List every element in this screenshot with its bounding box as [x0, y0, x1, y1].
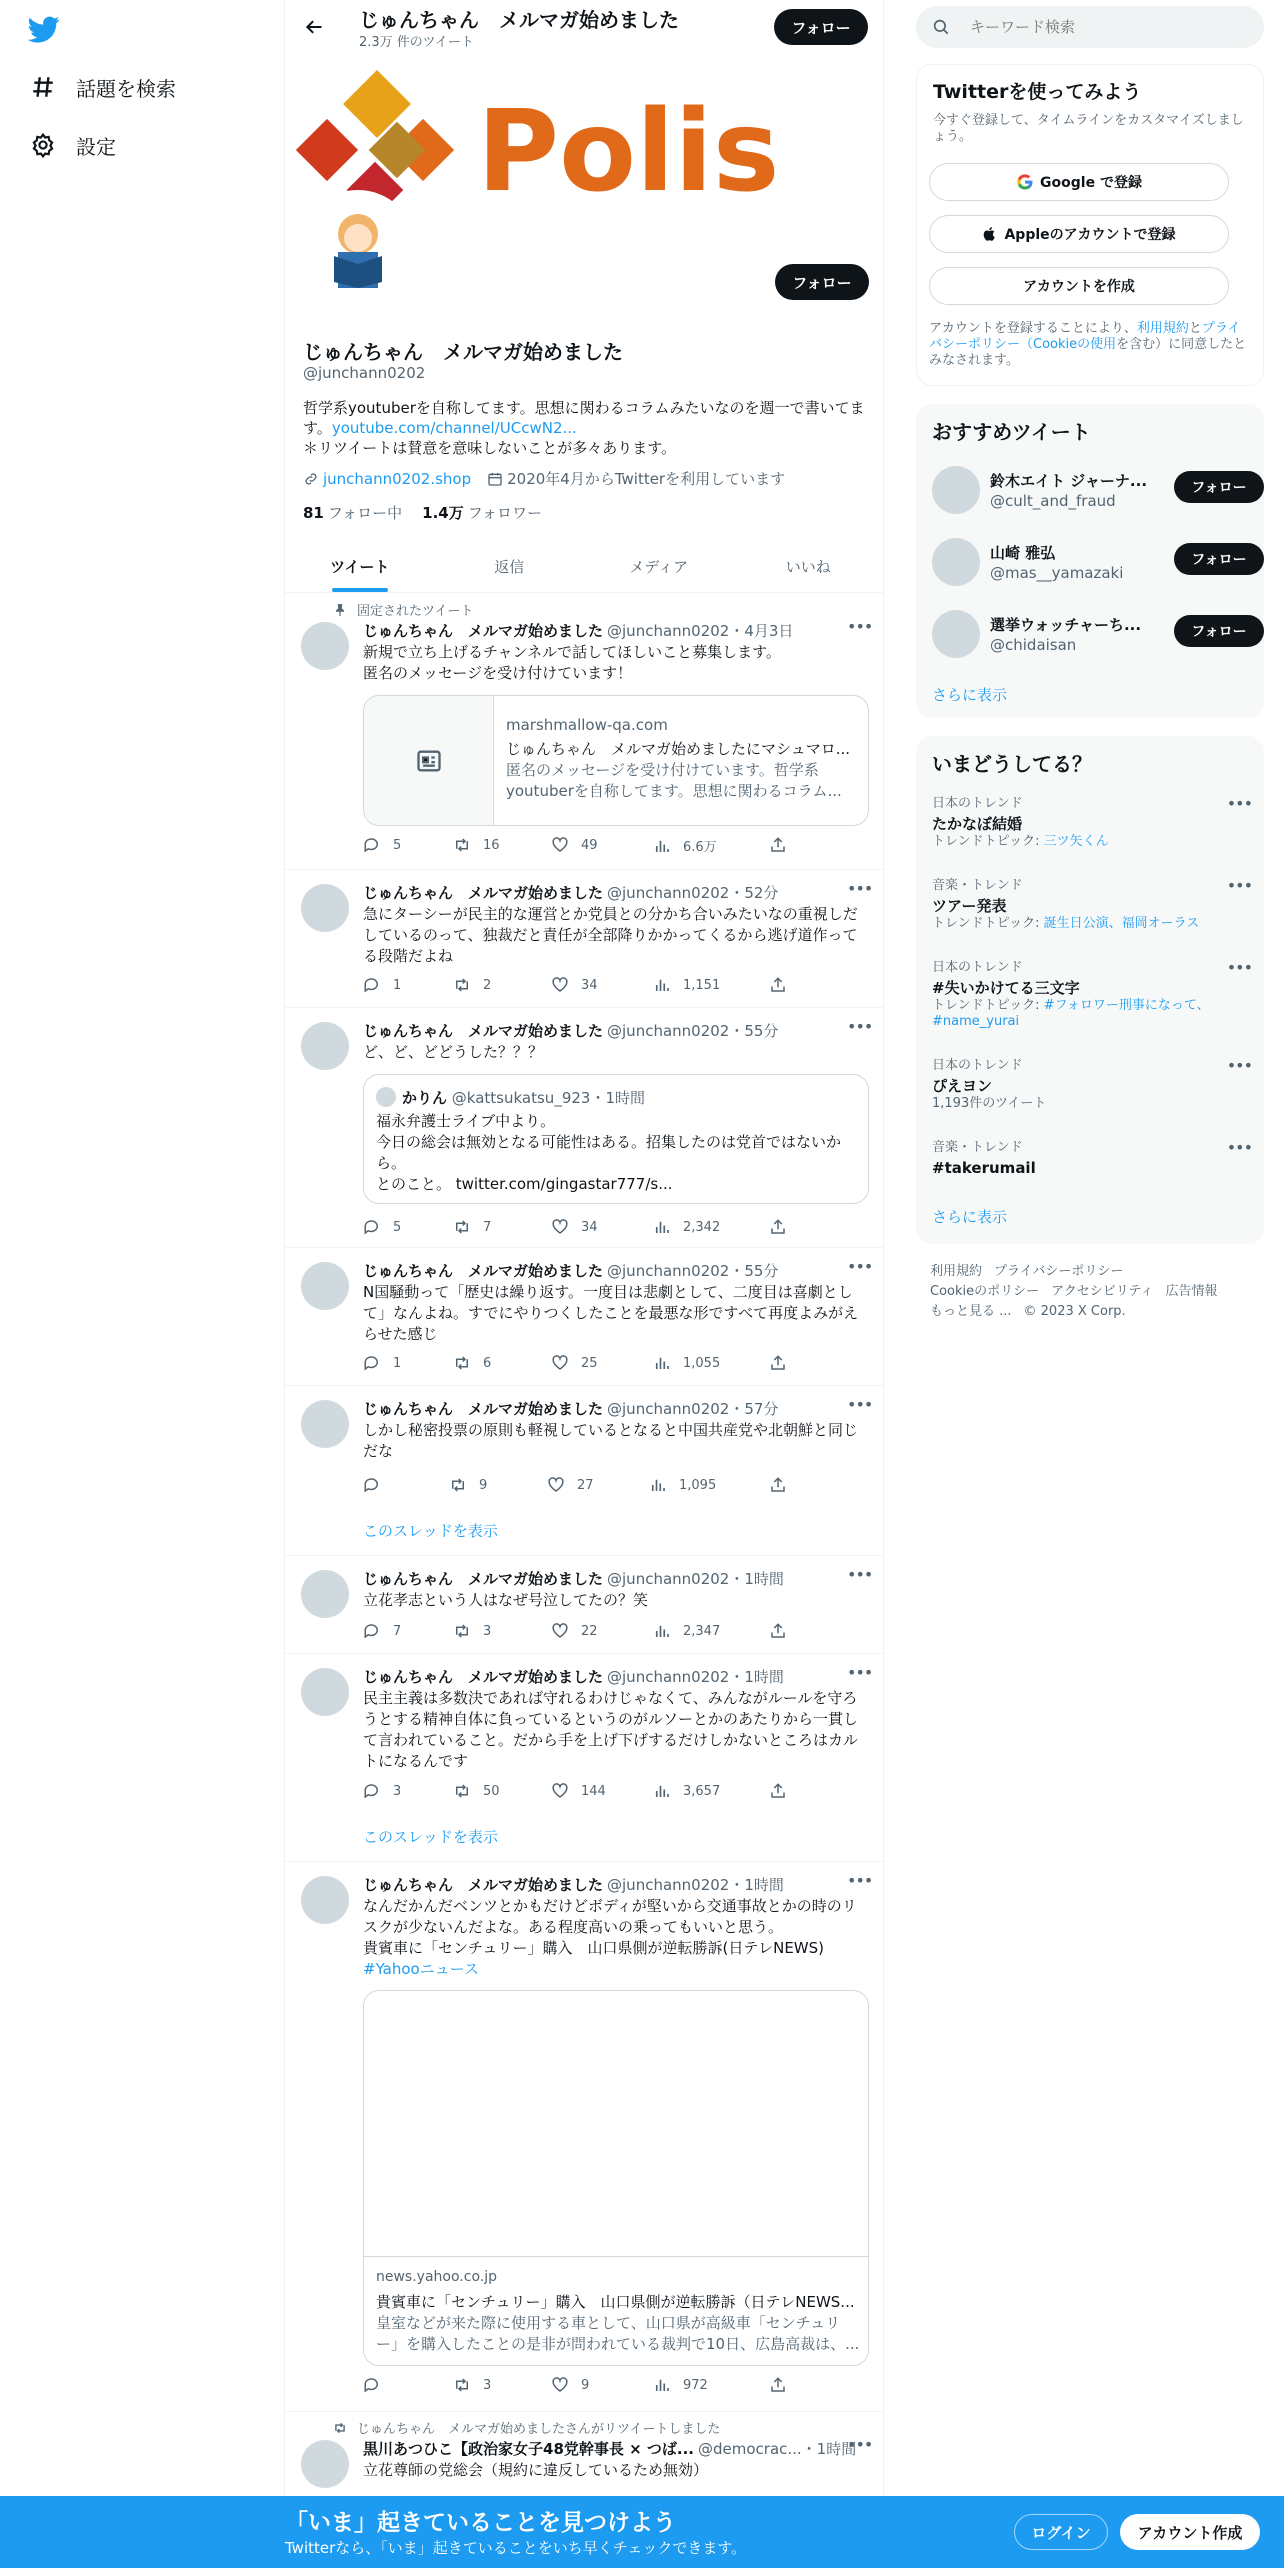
- views-icon: [653, 1218, 671, 1236]
- tweet-actions: [363, 1622, 803, 1644]
- bio-text: 哲学系youtuberを自称してます。思想に関わるコラムみたいなのを週一で書いてます。: [303, 399, 865, 437]
- views-button[interactable]: 1,151: [653, 976, 720, 994]
- profile-name: じゅんちゃん メルマガ始めました: [303, 340, 623, 364]
- reply-button[interactable]: 1: [363, 1354, 401, 1372]
- followers-link[interactable]: 1.4万 フォロワー: [422, 504, 542, 522]
- apple-icon: [982, 226, 998, 242]
- tweet-retweeted[interactable]: [285, 2412, 883, 2500]
- card-image: [364, 1991, 868, 2257]
- profile-joined: 2020年4月からTwitterを利用しています: [507, 470, 786, 488]
- reply-icon: [363, 1476, 381, 1494]
- tweet-header: じゅんちゃん メルマガ始めました @junchann0202・1時間: [363, 1570, 784, 1588]
- tweet[interactable]: [285, 1654, 883, 1862]
- search-icon: [932, 18, 950, 36]
- hashtag-link[interactable]: #Yahooニュース: [363, 1960, 479, 1978]
- tweet[interactable]: [285, 1248, 883, 1386]
- signup-panel: [916, 64, 1264, 386]
- share-icon: [769, 2376, 787, 2394]
- tweet-actions: [363, 836, 803, 858]
- trend-item[interactable]: 日本のトレンド ぴえヨン 1,193件のツイート •••: [932, 1056, 1252, 1111]
- calendar-icon: [487, 471, 503, 487]
- tab-replies[interactable]: 返信: [494, 557, 525, 576]
- tweet-actions: [363, 976, 803, 998]
- views-icon: [653, 1354, 671, 1372]
- views-icon: [653, 1622, 671, 1640]
- rec-follow-button[interactable]: フォロー: [1174, 615, 1264, 647]
- card-domain: marshmallow-qa.com: [506, 716, 668, 734]
- share-button[interactable]: [769, 976, 799, 994]
- nav-explore-label: 話題を検索: [76, 76, 176, 101]
- bottom-signup-bar: [0, 2496, 1284, 2568]
- views-button[interactable]: 3,657: [653, 1782, 720, 1800]
- tweet[interactable]: [285, 1862, 883, 2412]
- trend-item[interactable]: 日本のトレンド たかなぼ結婚 トレンドトピック: 三ツ矢くん •••: [932, 794, 1252, 849]
- search-input[interactable]: [970, 18, 1230, 36]
- tweet-text: なんだかんだベンツとかもだけどボディが堅いから交通事故とかの時のリスクが少ないんだよな。ある程度高いの乗ってもいいと思う。 貴賓車に「センチュリー」購入 山口県側が逆転勝訴(日テレNEWS): [363, 1897, 857, 1957]
- avatar[interactable]: [301, 1400, 349, 1448]
- tweet-header: じゅんちゃん メルマガ始めました @junchann0202・4月3日: [363, 622, 794, 640]
- reply-button[interactable]: 5: [363, 1218, 401, 1236]
- footer-terms[interactable]: 利用規約: [930, 1264, 983, 1279]
- signup-button[interactable]: アカウント作成: [1120, 2514, 1260, 2550]
- bottom-title: 「いま」起きていることを見つけよう: [285, 2510, 676, 2536]
- share-icon: [769, 1622, 787, 1640]
- reply-button[interactable]: [363, 1476, 393, 1494]
- login-button[interactable]: ログイン: [1014, 2514, 1108, 2550]
- tweet-actions: [363, 1782, 803, 1804]
- back-arrow-icon[interactable]: [299, 12, 329, 42]
- show-thread-link[interactable]: このスレッドを表示: [363, 1828, 498, 1846]
- trend-item[interactable]: 音楽・トレンド #takerumail •••: [932, 1138, 1252, 1177]
- rec-user[interactable]: 鈴木エイト ジャーナ... @cult_and_fraud フォロー: [932, 460, 1252, 516]
- reply-icon: [363, 2376, 381, 2394]
- rec-user[interactable]: 山崎 雅弘 @mas__yamazaki フォロー: [932, 532, 1252, 588]
- tweet-header: じゅんちゃん メルマガ始めました @junchann0202・52分: [363, 884, 779, 902]
- like-button[interactable]: 34: [551, 1218, 598, 1236]
- reply-icon: [363, 1782, 381, 1800]
- twitter-logo-icon[interactable]: [28, 13, 60, 45]
- tweet-header: じゅんちゃん メルマガ始めました @junchann0202・55分: [363, 1022, 779, 1040]
- share-button[interactable]: [769, 1354, 799, 1372]
- tweet-actions: [363, 1354, 803, 1376]
- profile-follow-button[interactable]: フォロー: [775, 264, 869, 300]
- views-icon: [653, 1782, 671, 1800]
- tweet-header: じゅんちゃん メルマガ始めました @junchann0202・1時間: [363, 1876, 784, 1894]
- bottom-subtitle: Twitterなら、「いま」起きていることをいち早くチェックできます。: [285, 2539, 747, 2557]
- retweet-button[interactable]: 2: [453, 976, 491, 994]
- more-icon[interactable]: •••: [847, 1017, 873, 1036]
- avatar[interactable]: [301, 1876, 349, 1924]
- views-icon: [653, 976, 671, 994]
- views-button[interactable]: 6.6万: [653, 836, 717, 855]
- avatar[interactable]: [301, 1668, 349, 1716]
- nav-settings-label: 設定: [76, 134, 116, 159]
- bio-youtube-link[interactable]: youtube.com/channel/UCcwN2...: [331, 419, 577, 437]
- pin-icon: [333, 603, 347, 617]
- tweet[interactable]: [285, 870, 883, 1008]
- rec-follow-button[interactable]: フォロー: [1174, 543, 1264, 575]
- terms-link[interactable]: 利用規約: [1136, 321, 1189, 336]
- card-desc: 匿名のメッセージを受け付けています。哲学系youtuberを自称してます。思想に関わるコラム...: [506, 761, 842, 800]
- gear-icon: [28, 130, 58, 160]
- views-icon: [649, 1476, 667, 1494]
- tweet-header: 黒川あつひこ【政治家女子48党幹事長 × つば... @democrac...・1時間: [363, 2440, 857, 2458]
- footer-links: [930, 1262, 1250, 1322]
- tweet-text: 急にターシーが民主的な運営とか党員との分かち合いみたいなの重視しだしているのって、独裁だと責任が全部降りかかってくるから逃げ道作ってる段階だよね: [363, 905, 858, 965]
- signup-subtitle: 今すぐ登録して、タイムラインをカスタマイズしましょう。: [933, 113, 1244, 144]
- recs-title: おすすめツイート: [932, 420, 1091, 444]
- more-icon[interactable]: •••: [847, 2435, 873, 2454]
- retweet-icon: [333, 2421, 347, 2435]
- retweet-icon: [453, 976, 471, 994]
- retweet-button[interactable]: 3: [453, 2376, 491, 2394]
- reply-button[interactable]: 5: [363, 836, 401, 854]
- tweet-header: じゅんちゃん メルマガ始めました @junchann0202・1時間: [363, 1668, 784, 1686]
- views-icon: [653, 2376, 671, 2394]
- more-icon[interactable]: •••: [1226, 1138, 1252, 1157]
- heart-icon: [551, 1782, 569, 1800]
- avatar[interactable]: [301, 2440, 349, 2488]
- tweet[interactable]: [285, 1556, 883, 1654]
- heart-icon: [551, 1354, 569, 1372]
- tweet-actions: [363, 1218, 803, 1240]
- reply-icon: [363, 1354, 381, 1372]
- like-button[interactable]: 144: [551, 1782, 606, 1800]
- share-button[interactable]: [769, 1476, 799, 1494]
- avatar[interactable]: [301, 1022, 349, 1070]
- recs-show-more[interactable]: さらに表示: [932, 686, 1008, 704]
- following-link[interactable]: 81 フォロー中: [303, 504, 403, 522]
- article-icon: [364, 696, 494, 825]
- footer-ads[interactable]: 広告情報: [1165, 1284, 1218, 1299]
- apple-signup-button[interactable]: Appleのアカウントで登録: [929, 215, 1229, 253]
- tab-likes[interactable]: いいね: [785, 557, 831, 576]
- quote-tweet[interactable]: [363, 1074, 869, 1204]
- avatar[interactable]: [301, 1262, 349, 1310]
- trends-show-more[interactable]: さらに表示: [932, 1208, 1008, 1226]
- tab-tweets[interactable]: ツイート: [285, 540, 435, 592]
- heart-icon: [551, 836, 569, 854]
- more-icon[interactable]: •••: [847, 617, 873, 636]
- quote-header: かりん @kattsukatsu_923・1時間: [402, 1089, 645, 1107]
- footer-cookie[interactable]: Cookieのポリシー: [930, 1284, 1040, 1299]
- retweet-button[interactable]: 9: [449, 1476, 487, 1494]
- reply-icon: [363, 1218, 381, 1236]
- quote-text: 福永弁護士ライブ中より。 今日の総会は無効となる可能性はある。招集したのは党首ではないから。 とのこと。 twitter.com/gingastar777/s...: [376, 1112, 842, 1193]
- retweet-icon: [449, 1476, 467, 1494]
- rec-user[interactable]: 選挙ウォッチャーち... @chidaisan フォロー: [932, 604, 1252, 660]
- trends-title: いまどうしてる？: [932, 752, 1092, 776]
- reply-button[interactable]: 3: [363, 1782, 401, 1800]
- pinned-label: 固定されたツイート: [333, 600, 473, 619]
- retweet-button[interactable]: 6: [453, 1354, 491, 1372]
- heart-icon: [551, 1622, 569, 1640]
- footer-more[interactable]: もっと見る ...: [930, 1304, 1012, 1319]
- reply-icon: [363, 976, 381, 994]
- views-button[interactable]: 2,342: [653, 1218, 720, 1236]
- retweet-icon: [453, 1218, 471, 1236]
- share-button[interactable]: [769, 1218, 799, 1236]
- more-icon[interactable]: •••: [847, 1663, 873, 1682]
- header-follow-button[interactable]: フォロー: [774, 9, 868, 45]
- heart-icon: [551, 1218, 569, 1236]
- trend-item[interactable]: 音楽・トレンド ツアー発表 トレンドトピック: 誕生日公演、福岡オーラス •••: [932, 876, 1252, 931]
- retweet-icon: [453, 2376, 471, 2394]
- reply-button[interactable]: 1: [363, 976, 401, 994]
- profile-meta: [303, 468, 801, 489]
- trend-item[interactable]: 日本のトレンド #失いかけてる三文字 トレンドトピック: #フォロワー刑事になって、#name_yurai •••: [932, 958, 1252, 1029]
- profile-website-link[interactable]: junchann0202.shop: [323, 469, 472, 488]
- avatar[interactable]: [301, 622, 349, 670]
- tweet-text: ど、ど、どどうした？？？: [363, 1043, 544, 1061]
- like-button[interactable]: 27: [547, 1476, 594, 1494]
- main-column: [284, 0, 884, 2500]
- retweet-icon: [453, 1354, 471, 1372]
- more-icon[interactable]: •••: [1226, 958, 1252, 977]
- card-title: じゅんちゃん メルマガ始めましたにマシュマロ...: [506, 740, 851, 758]
- share-icon: [769, 1782, 787, 1800]
- tweet-actions: [363, 2376, 803, 2398]
- link-card[interactable]: [363, 695, 869, 826]
- footer-copyright: © 2023 X Corp.: [1023, 1304, 1126, 1319]
- tweet[interactable]: [285, 1386, 883, 1556]
- tweet-text: 民主主義は多数決であれば守れるわけじゃなくて、みんながルールを守ろうとする精神自体に負っているというのがルソーとかのあたりから一貫して言われていること。だから手を上げ下げするだけしかないところはカルトになるんです: [363, 1689, 859, 1770]
- quote-avatar: [376, 1087, 396, 1107]
- tweet-pinned[interactable]: [285, 594, 883, 870]
- profile-tabs: [285, 540, 883, 593]
- tweet-text: しかし秘密投票の原則も軽視しているとなると中国共産党や北朝鮮と同じだな: [363, 1421, 859, 1460]
- show-thread-link[interactable]: このスレッドを表示: [363, 1522, 498, 1540]
- profile-bio: [303, 398, 868, 458]
- share-button[interactable]: [769, 836, 799, 854]
- share-icon: [769, 836, 787, 854]
- like-button[interactable]: 34: [551, 976, 598, 994]
- card-domain: news.yahoo.co.jp: [376, 2269, 497, 2285]
- google-signup-button[interactable]: Google で登録: [929, 163, 1229, 201]
- tweet-text: N国騒動って「歴史は繰り返す。一度目は悲劇として、二度目は喜劇として」なんよね。すでにやりつくしたことを最悪な形ですべて再度よみがえらせた感じ: [363, 1283, 859, 1343]
- avatar[interactable]: [301, 884, 349, 932]
- more-icon[interactable]: •••: [1226, 794, 1252, 813]
- avatar[interactable]: [301, 1570, 349, 1618]
- news-card[interactable]: [363, 1990, 869, 2366]
- like-button[interactable]: 9: [551, 2376, 589, 2394]
- footer-privacy[interactable]: プライバシーポリシー: [994, 1264, 1124, 1279]
- avatar[interactable]: [932, 466, 980, 514]
- card-desc: 皇室などが来た際に使用する車として、山口県が高級車「センチュリー」を購入したことの是非が問われている裁判で10日、広島高裁は、...: [376, 2314, 860, 2353]
- like-button[interactable]: 49: [551, 836, 598, 854]
- heart-icon: [547, 1476, 565, 1494]
- more-icon[interactable]: •••: [1226, 1056, 1252, 1075]
- avatar[interactable]: [932, 538, 980, 586]
- profile-avatar[interactable]: [300, 190, 416, 306]
- tweet-header: じゅんちゃん メルマガ始めました @junchann0202・57分: [363, 1400, 779, 1418]
- privacy-link[interactable]: プライバシーポリシー（Cookieの使用: [929, 321, 1241, 352]
- views-button[interactable]: 2,347: [653, 1622, 720, 1640]
- views-button[interactable]: 1,055: [653, 1354, 720, 1372]
- signup-legal: アカウントを登録することにより、利用規約とプライバシーポリシー（Cookieの使用を含む）に同意したとみなされます。: [929, 321, 1247, 368]
- hashtag-icon: [28, 72, 58, 102]
- reply-icon: [363, 836, 381, 854]
- tweet-text: 立花孝志という人はなぜ号泣してたの？笑: [363, 1591, 649, 1609]
- share-button[interactable]: [769, 2376, 799, 2394]
- share-icon: [769, 976, 787, 994]
- card-title: 貴賓車に「センチュリー」購入 山口県側が逆転勝訴（日テレNEWS...: [376, 2293, 855, 2311]
- reply-button[interactable]: 7: [363, 1622, 401, 1640]
- more-icon[interactable]: •••: [847, 1395, 873, 1414]
- footer-accessibility[interactable]: アクセシビリティ: [1051, 1284, 1154, 1299]
- retweet-button[interactable]: 50: [453, 1782, 500, 1800]
- header-tweet-count: 2.3万 件のツイート: [359, 35, 474, 50]
- more-icon[interactable]: •••: [847, 1257, 873, 1276]
- share-icon: [769, 1218, 787, 1236]
- tweet-text: 立花尊師の党総会（規約に違反しているため無効）: [363, 2461, 709, 2479]
- left-nav: [0, 0, 284, 2500]
- tab-media[interactable]: メディア: [629, 557, 689, 576]
- signup-title: Twitterを使ってみよう: [933, 81, 1142, 103]
- trends-panel: [916, 736, 1264, 1244]
- share-button[interactable]: [769, 1622, 799, 1640]
- share-icon: [769, 1354, 787, 1372]
- retweet-icon: [453, 1622, 471, 1640]
- more-icon[interactable]: •••: [847, 1565, 873, 1584]
- profile-handle: @junchann0202: [303, 364, 426, 382]
- create-account-button[interactable]: アカウントを作成: [929, 267, 1229, 305]
- svg-text:Polis: Polis: [477, 87, 780, 217]
- avatar[interactable]: [932, 610, 980, 658]
- nav-settings[interactable]: [28, 127, 116, 163]
- profile-header-bar: [285, 0, 883, 53]
- tweet-text: 新規で立ち上げるチャンネルで話してほしいこと募集します。 匿名のメッセージを受け付けています！: [363, 643, 781, 682]
- retweet-button[interactable]: 16: [453, 836, 500, 854]
- heart-icon: [551, 2376, 569, 2394]
- google-icon: [1016, 173, 1034, 191]
- like-button[interactable]: 25: [551, 1354, 598, 1372]
- retweet-label: じゅんちゃん メルマガ始めましたさんがリツイートしました: [333, 2418, 720, 2437]
- bio-note: ＊リツイートは賛意を意味しないことが多々あります。: [303, 439, 677, 457]
- tweet[interactable]: [285, 1008, 883, 1248]
- heart-icon: [551, 976, 569, 994]
- retweet-icon: [453, 836, 471, 854]
- share-icon: [769, 1476, 787, 1494]
- nav-explore[interactable]: [28, 69, 176, 105]
- views-icon: [653, 837, 671, 855]
- more-icon[interactable]: •••: [847, 879, 873, 898]
- reply-button[interactable]: [363, 2376, 393, 2394]
- more-icon[interactable]: •••: [1226, 876, 1252, 895]
- retweet-button[interactable]: 3: [453, 1622, 491, 1640]
- like-button[interactable]: 22: [551, 1622, 598, 1640]
- reply-icon: [363, 1622, 381, 1640]
- right-sidebar: [916, 0, 1264, 2500]
- tweet-header: じゅんちゃん メルマガ始めました @junchann0202・55分: [363, 1262, 779, 1280]
- retweet-button[interactable]: 7: [453, 1218, 491, 1236]
- more-icon[interactable]: •••: [847, 1871, 873, 1890]
- search-box[interactable]: [916, 6, 1264, 48]
- share-button[interactable]: [769, 1782, 799, 1800]
- link-icon: [303, 471, 319, 487]
- follow-stats: [303, 502, 562, 523]
- retweet-icon: [453, 1782, 471, 1800]
- views-button[interactable]: 972: [653, 2376, 708, 2394]
- rec-follow-button[interactable]: フォロー: [1174, 471, 1264, 503]
- recommended-panel: [916, 404, 1264, 718]
- tweet-actions: [363, 1476, 803, 1498]
- header-name: じゅんちゃん メルマガ始めました: [359, 8, 679, 32]
- views-button[interactable]: 1,095: [649, 1476, 716, 1494]
